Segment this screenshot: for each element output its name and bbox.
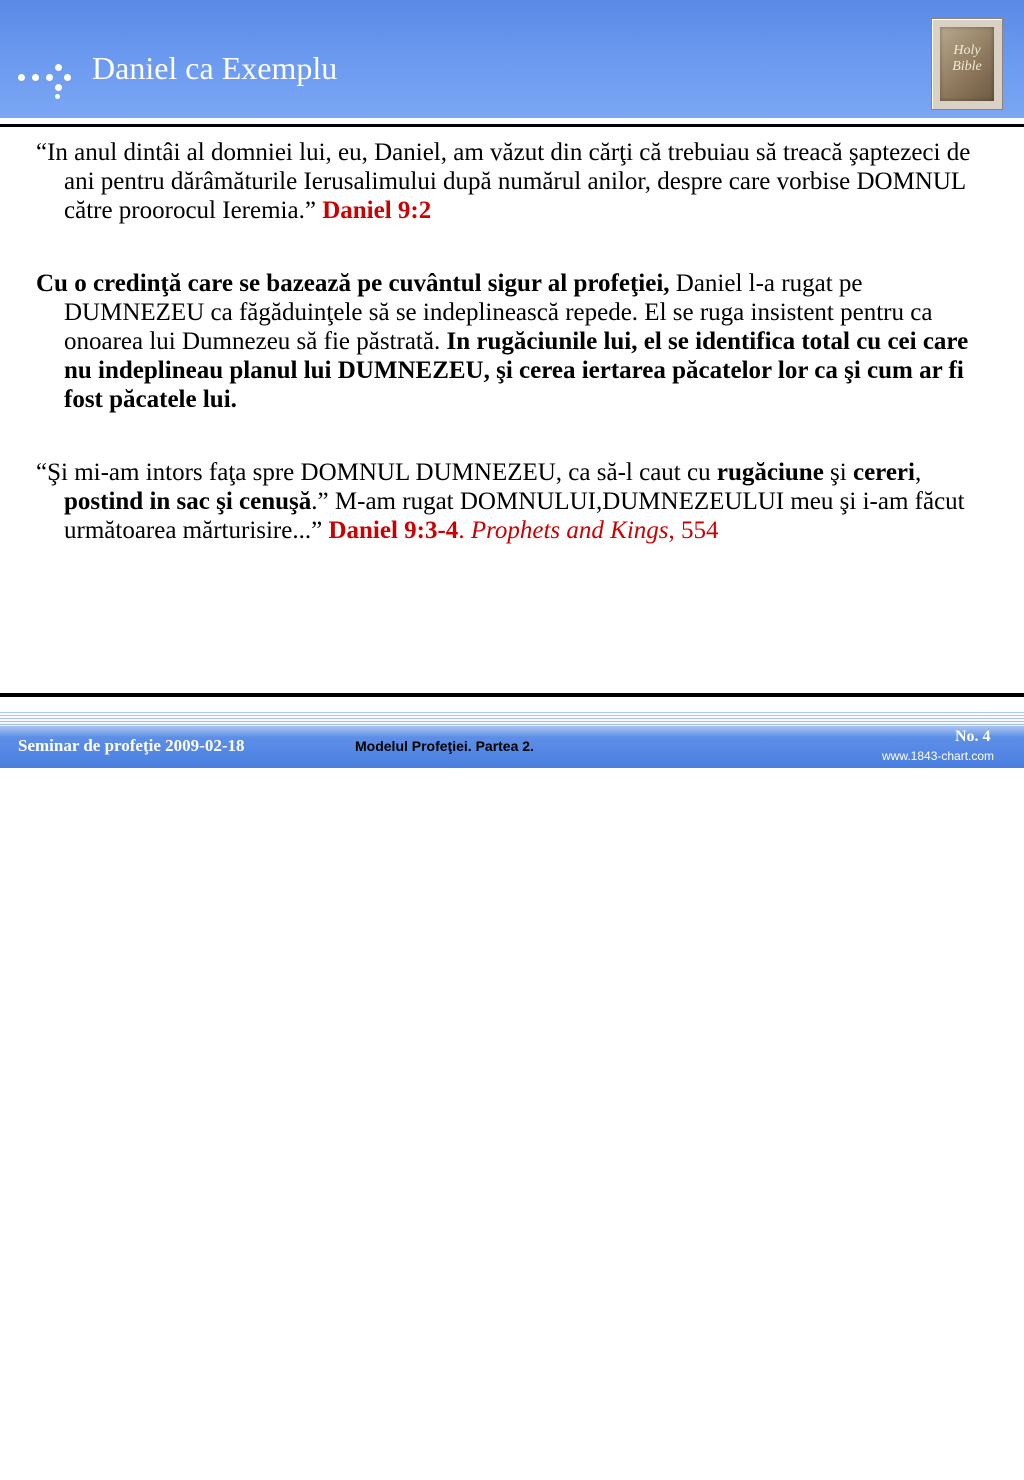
header-bar <box>0 0 1024 118</box>
faith-bold-text: In rugăciunile lui, el se identifica total cu cei care nu indeplineau planul lui DUMNEZEU, şi cerea iertarea păcatelor lor ca şi cum ar fi fost păcatele lui. <box>64 328 969 413</box>
reference-daniel-9-3-4: Daniel 9:3-4 <box>328 517 459 544</box>
reference-daniel-9-2: Daniel 9:2 <box>322 197 432 224</box>
holy-bible-image <box>931 18 1003 110</box>
footer-series-title: Modelul Profeţiei. Partea 2. <box>355 738 534 754</box>
bible-cover-icon <box>940 27 994 101</box>
quote-2-bold-1: rugăciune <box>716 459 824 486</box>
slide-number: No. 4 <box>955 728 991 745</box>
footer-website-link[interactable]: www.1843-chart.com <box>882 749 995 763</box>
quote-2-bold-2: cereri <box>852 459 915 486</box>
bible-label: Holy Bible <box>952 43 982 74</box>
dots-decoration-icon <box>14 60 84 104</box>
footer-seminar-label: Seminar de profeţie 2009-02-18 <box>18 736 245 755</box>
top-divider <box>0 124 1024 127</box>
checker-pattern <box>760 1426 930 1480</box>
faith-body-text: Daniel l-a rugat pe DUMNEZEU ca făgăduinţele să se indeplinească repede. El se ruga insistent pentru ca onoarea lui Dumnezeu să fie păstrată. <box>64 270 933 355</box>
reference-book-title: Prophets and Kings <box>470 517 669 544</box>
footer-stripes <box>0 712 1024 726</box>
quote-1-text: “In anul dintâi al domniei lui, eu, Daniel, am văzut din cărţi că trebuiau să treacă şaptezeci de ani pentru dărâmăturile Ierusalimului după numărul anilor, despre care vorbise DOMNUL către proorocul Ieremia.” <box>36 139 971 224</box>
quote-2-text-3: , <box>914 459 922 486</box>
reference-separator: . <box>458 517 471 544</box>
quote-2-text-4: .” M-am rugat DOMNULUI,DUMNEZEULUI meu şi i-am făcut următoarea mărturisire...” <box>64 488 965 544</box>
bottom-divider <box>0 693 1024 697</box>
faith-heading-text: Cu o credinţă care se bazează pe cuvântul sigur al profeţiei, <box>36 270 670 297</box>
paragraph-quote-2 <box>36 458 998 545</box>
page-title: Daniel ca Exemplu <box>92 50 338 86</box>
reference-page: , 554 <box>668 517 719 544</box>
quote-2-text-1: “Şi mi-am intors faţa spre DOMNUL DUMNEZEU, ca să-l caut cu <box>36 459 717 486</box>
quote-2-text-2: şi <box>823 459 853 486</box>
paragraph-faith <box>36 269 998 414</box>
slide-content <box>36 138 998 545</box>
paragraph-quote-1 <box>36 138 998 225</box>
quote-2-bold-3: postind in sac şi cenuşă <box>64 488 312 515</box>
